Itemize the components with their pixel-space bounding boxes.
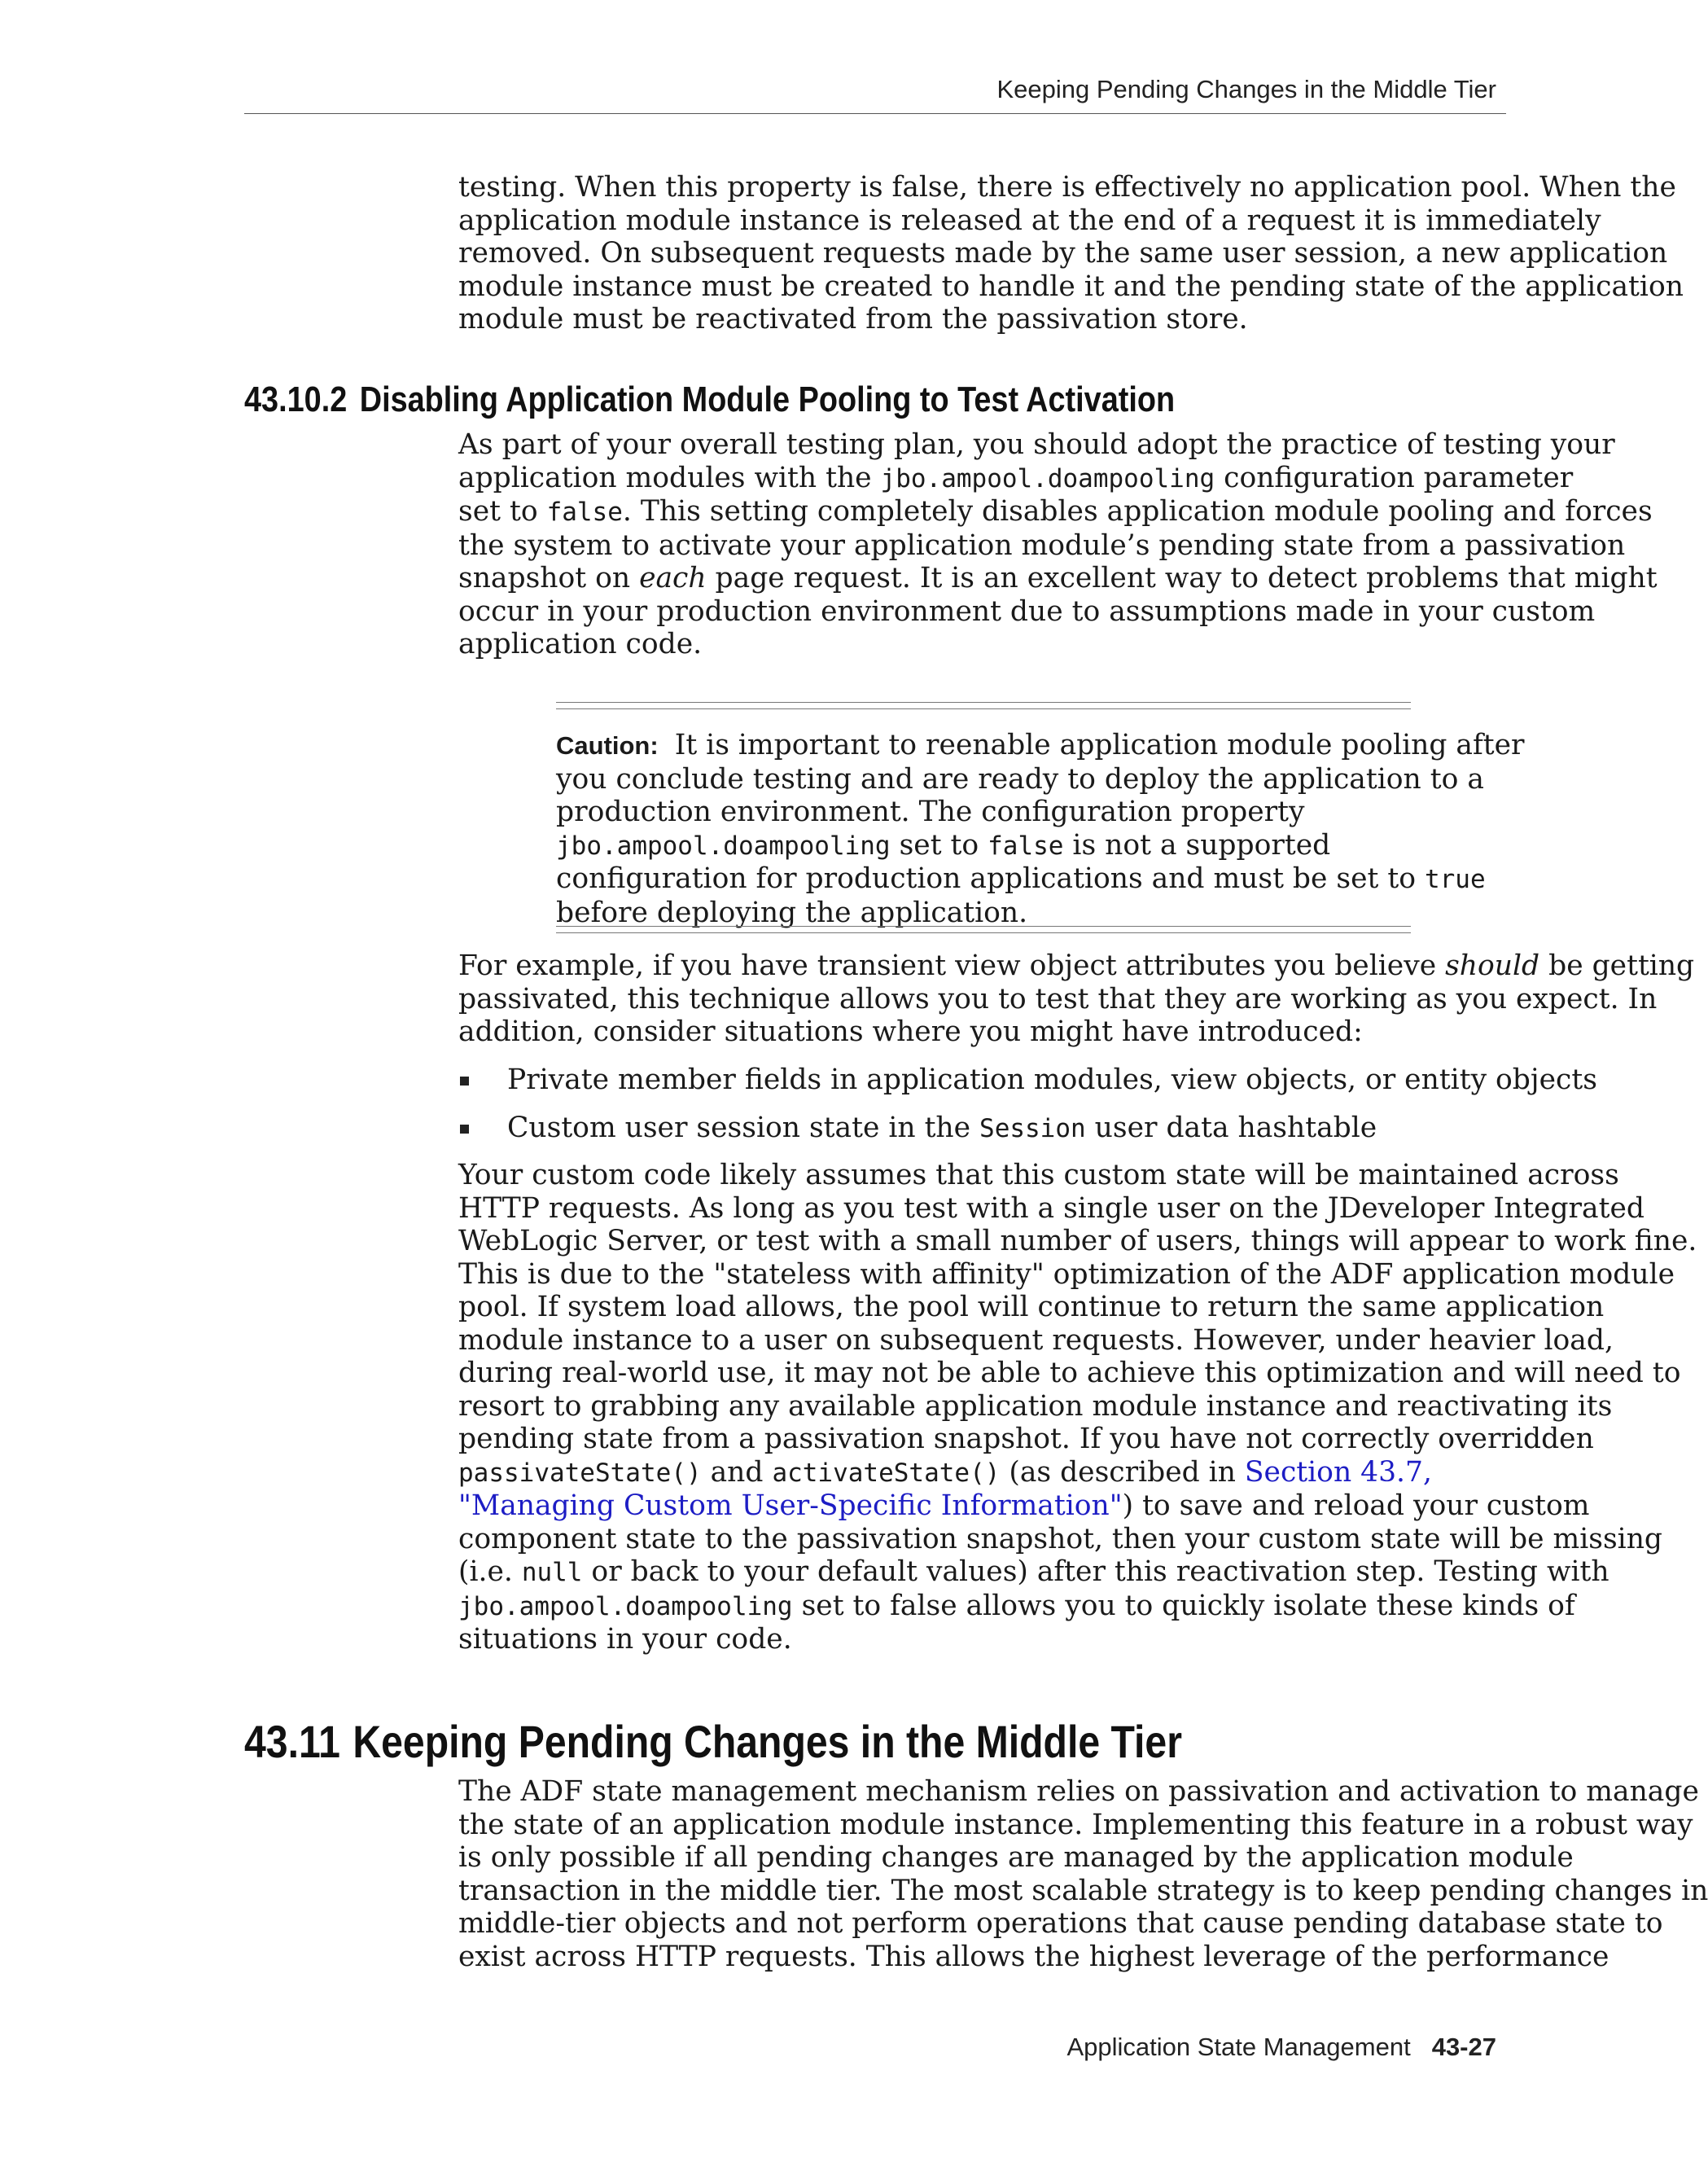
text-run: user data hashtable: [1085, 1111, 1377, 1144]
text-line: [458, 1589, 1575, 1624]
section-number: 43.10.2: [244, 379, 348, 419]
text-line: [458, 495, 1653, 529]
list-item-text: Private member fields in application modules, view objects, or entity objects: [507, 1064, 1597, 1096]
bullet-square-icon: [460, 1077, 469, 1086]
bullet-square-icon: [460, 1125, 469, 1134]
caution-line: [556, 729, 1525, 763]
running-footer: [1066, 2033, 1496, 2062]
text-line: transaction in the middle tier. The most scalable strategy is to keep pending changes in: [458, 1874, 1708, 1907]
code-jbo-ampool-doampooling: jbo.ampool.doampooling: [556, 831, 891, 861]
text-line: This is due to the "stateless with affinity" optimization of the ADF application module: [458, 1257, 1675, 1291]
text-line: As part of your overall testing plan, you should adopt the practice of testing your: [458, 428, 1615, 461]
paragraph-testing-plan: [458, 428, 1658, 661]
caution-line: [556, 829, 1525, 863]
caution-line: production environment. The configuration property: [556, 796, 1305, 828]
text-line: addition, consider situations where you might have introduced:: [458, 1015, 1363, 1048]
text-run: application modules with the: [458, 461, 881, 494]
text-line: component state to the passivation snapshot, then your custom state will be missing: [458, 1522, 1663, 1555]
section-number: 43.11: [244, 1716, 340, 1767]
footer-title: Application State Management: [1066, 2033, 1411, 2061]
section-title: Keeping Pending Changes in the Middle Tier: [353, 1716, 1182, 1767]
text-run: snapshot on: [458, 562, 640, 594]
emphasis-each: each: [639, 562, 707, 594]
text-line: [458, 1456, 1509, 1490]
text-line: Your custom code likely assumes that this custom state will be maintained across: [458, 1159, 1619, 1191]
code-null: null: [521, 1558, 583, 1587]
caution-bottom-rule: [556, 926, 1411, 933]
caution-line: you conclude testing and are ready to deploy the application to a: [556, 762, 1484, 796]
section-43-7-link[interactable]: Section 43.7,: [1244, 1455, 1432, 1489]
managing-custom-info-link[interactable]: "Managing Custom User-Specific Information": [458, 1489, 1123, 1522]
code-false: false: [546, 498, 623, 527]
code-jbo-ampool-doampooling: jbo.ampool.doampooling: [458, 1591, 793, 1621]
text-run: Custom user session state in the: [507, 1111, 980, 1144]
bullet-list: [458, 1064, 1597, 1145]
text-run: It is important to reenable application module pooling after: [674, 729, 1525, 761]
text-line: the system to activate your application module’s pending state from a passivation: [458, 529, 1626, 562]
text-run: set to: [890, 828, 988, 862]
text-line: resort to grabbing any available application module instance and reactivating its: [458, 1389, 1613, 1423]
header-rule: [244, 113, 1506, 114]
caution-label: Caution:: [556, 731, 659, 760]
text-line: situations in your code.: [458, 1623, 792, 1656]
text-run: and: [701, 1455, 773, 1489]
running-header: Keeping Pending Changes in the Middle Tier: [996, 75, 1496, 103]
text-line: during real-world use, it may not be able to achieve this optimization and will need to: [458, 1357, 1681, 1389]
text-run: For example, if you have transient view object attributes you believe: [458, 950, 1446, 982]
text-line: the state of an application module instance. Implementing this feature in a robust way: [458, 1808, 1693, 1841]
text-line: middle-tier objects and not perform operations that cause pending database state to: [458, 1907, 1663, 1940]
caution-text: [556, 729, 1525, 929]
paragraph-adf-state: [458, 1775, 1708, 1973]
section-heading-43-10-2: [244, 379, 1175, 420]
caution-box: [556, 702, 1525, 933]
text-run: set to false allows you to quickly isolate these kinds of: [792, 1589, 1575, 1622]
text-line: application code.: [458, 628, 703, 660]
text-run: be getting: [1539, 950, 1695, 982]
text-line: [458, 950, 1695, 983]
intro-paragraph: [458, 171, 1684, 336]
text-run: (i.e.: [458, 1555, 522, 1588]
text-line: module instance to a user on subsequent requests. However, under heavier load,: [458, 1323, 1614, 1357]
text-line: [458, 562, 1658, 595]
text-run: . This setting completely disables application module pooling and forces: [622, 495, 1653, 528]
intro-line: testing. When this property is false, there is effectively no application pool. When the: [458, 171, 1676, 204]
text-run: configuration for production applications and must be set to: [556, 862, 1425, 895]
text-run: page request. It is an excellent way to detect problems that might: [706, 562, 1658, 594]
section-heading-43-11: [244, 1715, 1182, 1768]
text-run: or back to your default values) after this reactivation step. Testing with: [582, 1555, 1609, 1588]
text-run: (as described in: [1000, 1455, 1245, 1489]
code-passivatestate: passivateState(): [458, 1458, 702, 1488]
text-line: The ADF state management mechanism relies on passivation and activation to manage: [458, 1775, 1699, 1808]
intro-line: application module instance is released at the end of a request it is immediately: [458, 204, 1601, 237]
text-run: set to: [458, 495, 547, 528]
text-run: is not a supported: [1063, 828, 1331, 862]
code-activatestate: activateState(): [772, 1458, 1001, 1488]
text-line: passivated, this technique allows you to test that they are working as you expect. In: [458, 982, 1658, 1015]
text-line: [458, 1489, 1590, 1523]
text-line: occur in your production environment due to assumptions made in your custom: [458, 594, 1596, 628]
text-line: [458, 1555, 1609, 1590]
code-session: Session: [979, 1113, 1086, 1143]
section-title: Disabling Application Module Pooling to Test Activation: [359, 379, 1176, 419]
page-number: 43-27: [1431, 2033, 1496, 2061]
list-item: [458, 1112, 1509, 1146]
intro-line: removed. On subsequent requests made by the same user session, a new application: [458, 237, 1668, 270]
text-line: pending state from a passivation snapshot. If you have not correctly overridden: [458, 1423, 1594, 1455]
text-line: pool. If system load allows, the pool will continue to return the same application: [458, 1291, 1605, 1323]
intro-line: module instance must be created to handle it and the pending state of the application: [458, 270, 1684, 303]
text-line: exist across HTTP requests. This allows the highest leverage of the performance: [458, 1940, 1609, 1973]
code-false: false: [988, 831, 1064, 861]
text-line: WebLogic Server, or test with a small number of users, things will appear to work fine.: [458, 1225, 1697, 1257]
caution-line: before deploying the application.: [556, 896, 1028, 929]
text-line: [458, 461, 1574, 496]
list-item: [458, 1064, 1597, 1097]
code-true: true: [1424, 865, 1486, 894]
intro-line: module must be reactivated from the passivation store.: [458, 303, 1248, 336]
text-line: HTTP requests. As long as you test with a single user on the JDeveloper Integrated: [458, 1191, 1644, 1225]
text-line: is only possible if all pending changes are managed by the application module: [458, 1841, 1574, 1874]
caution-top-rule: [556, 702, 1411, 709]
paragraph-custom-code: [458, 1159, 1697, 1656]
text-run: configuration parameter: [1215, 461, 1574, 494]
text-run: ) to save and reload your custom: [1122, 1489, 1590, 1522]
emphasis-should: should: [1445, 950, 1540, 982]
paragraph-example: [458, 950, 1695, 1049]
caution-line: [556, 862, 1525, 897]
code-jbo-ampool-doampooling: jbo.ampool.doampooling: [880, 463, 1215, 493]
